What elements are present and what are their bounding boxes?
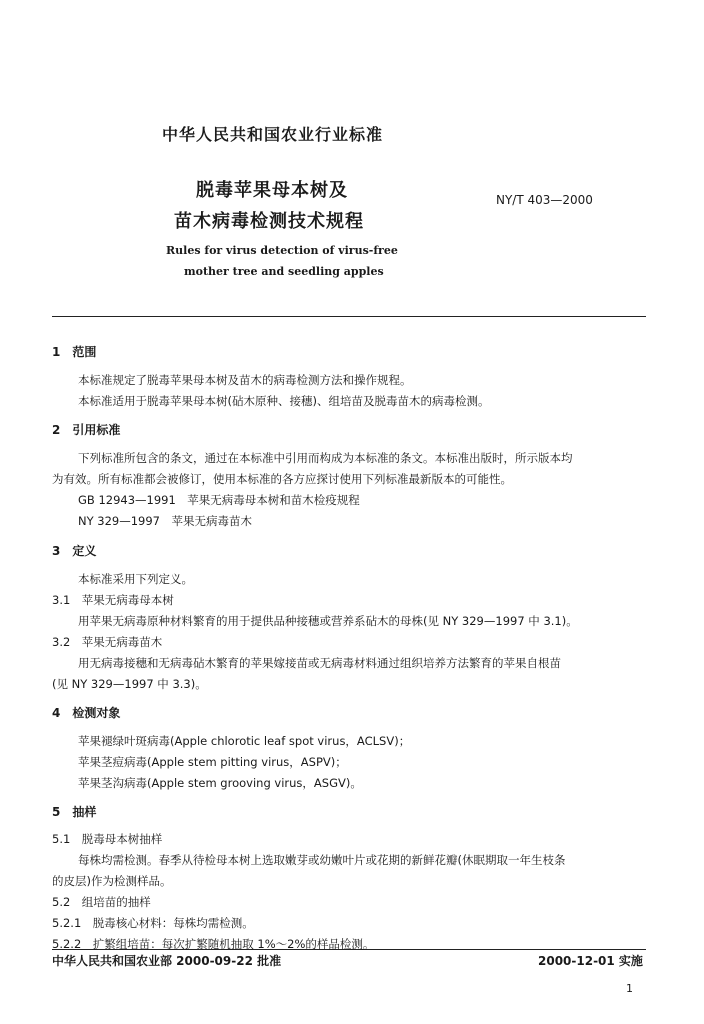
header-divider	[52, 316, 646, 317]
document-title-line2: 苗木病毒检测技术规程	[174, 211, 364, 232]
document-title-line1: 脱毒苹果母本树及	[196, 180, 348, 201]
section-1-paragraph-2: 本标准适用于脱毒苹果母本树(砧木原种、接穗)、组培苗及脱毒苗木的病毒检测。	[78, 394, 490, 408]
subsection-5-2-heading: 5.2 组培苗的抽样	[52, 895, 151, 909]
page-number: 1	[626, 982, 633, 995]
section-2-paragraph-line1: 下列标准所包含的条文，通过在本标准中引用而构成为本标准的条文。本标准出版时，所示版本均	[78, 451, 573, 465]
section-5-heading: 5 抽样	[52, 805, 97, 819]
reference-ny-329: NY 329—1997 苹果无病毒苗木	[78, 514, 252, 528]
reference-gb-12943: GB 12943—1991 苹果无病毒母本树和苗木检疫规程	[78, 493, 360, 507]
english-title-line2: mother tree and seedling apples	[184, 265, 384, 278]
section-1-paragraph-1: 本标准规定了脱毒苹果母本树及苗木的病毒检测方法和操作规程。	[78, 373, 412, 387]
approval-date: 中华人民共和国农业部 2000-09-22 批准	[52, 954, 282, 968]
subsection-5-1-text-line2: 的皮层)作为检测样品。	[52, 874, 172, 888]
section-1-heading: 1 范围	[52, 345, 97, 359]
virus-aspv: 苹果茎痘病毒(Apple stem pitting virus，ASPV)；	[78, 755, 347, 769]
section-2-paragraph-line2: 为有效。所有标准都会被修订，使用本标准的各方应探讨使用下列标准最新版本的可能性。	[52, 472, 512, 486]
definition-3-2-text-line2: (见 NY 329—1997 中 3.3)。	[52, 677, 207, 691]
standard-category: 中华人民共和国农业行业标准	[162, 125, 384, 144]
subsection-5-1-heading: 5.1 脱毒母本树抽样	[52, 832, 163, 846]
definition-3-2-term: 3.2 苹果无病毒苗木	[52, 635, 163, 649]
footer-divider	[52, 949, 646, 950]
clause-5-2-2: 5.2.2 扩繁组培苗：每次扩繁随机抽取 1%～2%的样品检测。	[52, 937, 375, 951]
section-3-heading: 3 定义	[52, 544, 97, 558]
virus-asgv: 苹果茎沟病毒(Apple stem grooving virus，ASGV)。	[78, 776, 362, 790]
english-title-line1: Rules for virus detection of virus-free	[166, 244, 398, 257]
implementation-date: 2000-12-01 实施	[538, 954, 643, 968]
standard-number: NY/T 403—2000	[496, 193, 593, 207]
definition-3-1-text: 用苹果无病毒原种材料繁育的用于提供品种接穗或营养系砧木的母株(见 NY 329—1997 中 3.1)。	[78, 614, 578, 628]
definition-3-1-term: 3.1 苹果无病毒母本树	[52, 593, 174, 607]
definition-3-2-text-line1: 用无病毒接穗和无病毒砧木繁育的苹果嫁接苗或无病毒材料通过组织培养方法繁育的苹果自根苗	[78, 656, 561, 670]
virus-aclsv: 苹果褪绿叶斑病毒(Apple chlorotic leaf spot virus，ACLSV)；	[78, 734, 411, 748]
section-3-intro: 本标准采用下列定义。	[78, 572, 193, 586]
clause-5-2-1: 5.2.1 脱毒核心材料：每株均需检测。	[52, 916, 254, 930]
section-2-heading: 2 引用标准	[52, 423, 121, 437]
section-4-heading: 4 检测对象	[52, 706, 121, 720]
subsection-5-1-text-line1: 每株均需检测。春季从待检母本树上选取嫩芽或幼嫩叶片或花期的新鲜花瓣(休眠期取一年生枝条	[78, 853, 566, 867]
